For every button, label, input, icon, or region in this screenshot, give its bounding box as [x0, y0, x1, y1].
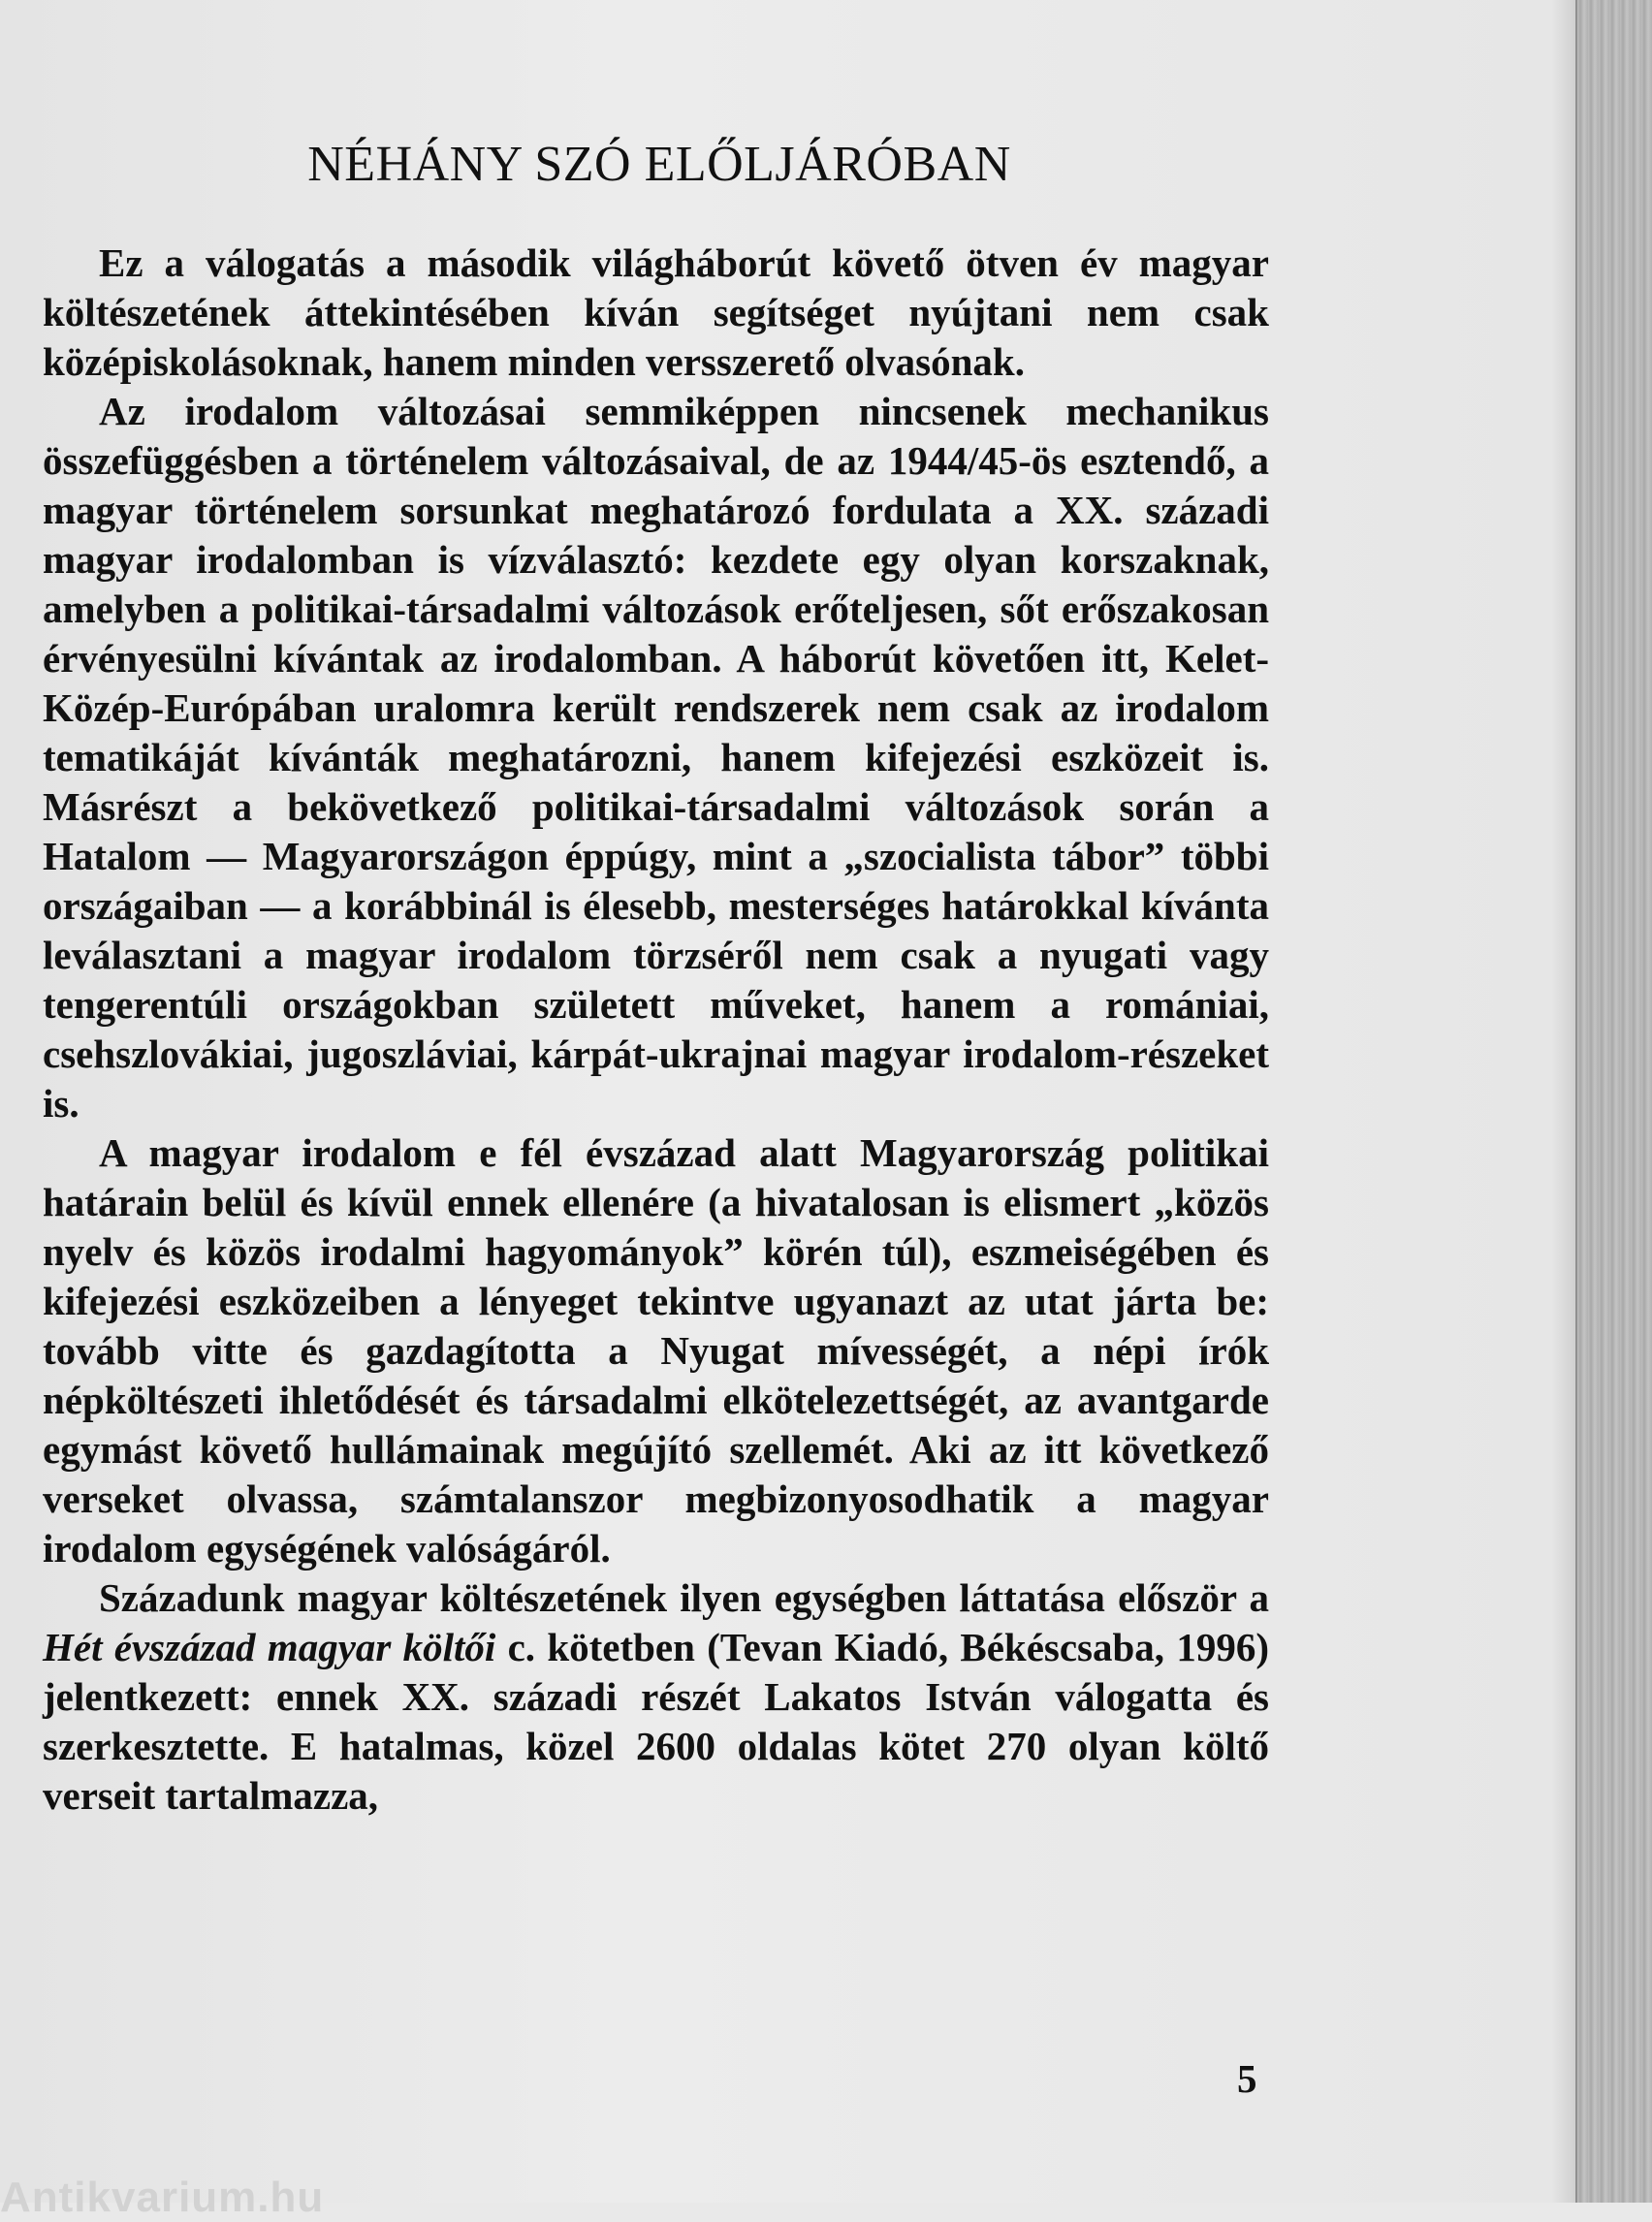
- watermark: Antikvarium.hu: [0, 2174, 325, 2221]
- body-text: [43, 238, 1269, 1821]
- book-title-italic: Hét évszázad magyar költői: [43, 1625, 496, 1669]
- page-title: NÉHÁNY SZÓ ELŐLJÁRÓBAN: [307, 137, 1011, 192]
- page-number: 5: [1237, 2056, 1257, 2101]
- paragraph-1: Ez a válogatás a második világháborút követő ötven év magyar költészetének áttekintésében kíván segítséget nyújtani nem csak középiskolásoknak, hanem minden versszerető olvasónak.: [43, 240, 1269, 384]
- page-shadow: [1551, 0, 1576, 2203]
- page-edge: [1575, 0, 1652, 2203]
- paragraph-4-end: c. kötetben (Tevan Kiadó, Békéscsaba, 1996) jelentkezett: ennek XX. századi részét Lakatos István válogatta és szerkesztette. E hatalmas, közel 2600 oldalas kötet 270 olyan költő verseit tartalmazza,: [43, 1625, 1269, 1818]
- paragraph-4-start: Századunk magyar költészetének ilyen egységben láttatása először a: [99, 1575, 1269, 1620]
- paragraph-2: Az irodalom változásai semmiképpen nincsenek mechanikus összefüggésben a történelem változásaival, de az 1944/45-ös esztendő, a magyar történelem sorsunkat meghatározó fordulata a XX. századi magyar irodalomban is vízválasztó: kezdete egy olyan korszaknak, amelyben a politikai-társadalmi változások erőteljesen, sőt erőszakosan érvényesülni kívántak az irodalomban. A háborút követően itt, Kelet-Közép-Európában uralomra került rendszerek nem csak az irodalom tematikáját kívánták meghatározni, hanem kifejezési eszközeit is. Másrészt a bekövetkező politikai-társadalmi változások során a Hatalom — Magyarországon éppúgy, mint a „szocialista tábor” többi országaiban — a korábbinál is élesebb, mesterséges határokkal kívánta leválasztani a magyar irodalom törzséről nem csak a nyugati vagy tengerentúli országokban született műveket, hanem a romániai, csehszlovákiai, jugoszláviai, kárpát-ukrajnai magyar irodalom-részeket is.: [43, 389, 1269, 1126]
- paragraph-4: [43, 1573, 1269, 1821]
- paragraph-3: A magyar irodalom e fél évszázad alatt Magyarország politikai határain belül és kívül ennek ellenére (a hivatalosan is elismert „közös nyelv és közös irodalmi hagyományok” körén túl), eszmeiségében és kifejezési eszközeiben a lényeget tekintve ugyanazt az utat járta be: tovább vitte és gazdagította a Nyugat mívességét, a népi írók népköltészeti ihletődését és társadalmi elkötelezettségét, az avantgarde egymást követő hullámainak megújító szellemét. Aki az itt következő verseket olvassa, számtalanszor megbizonyosodhatik a magyar irodalom egységének valóságáról.: [43, 1130, 1269, 1571]
